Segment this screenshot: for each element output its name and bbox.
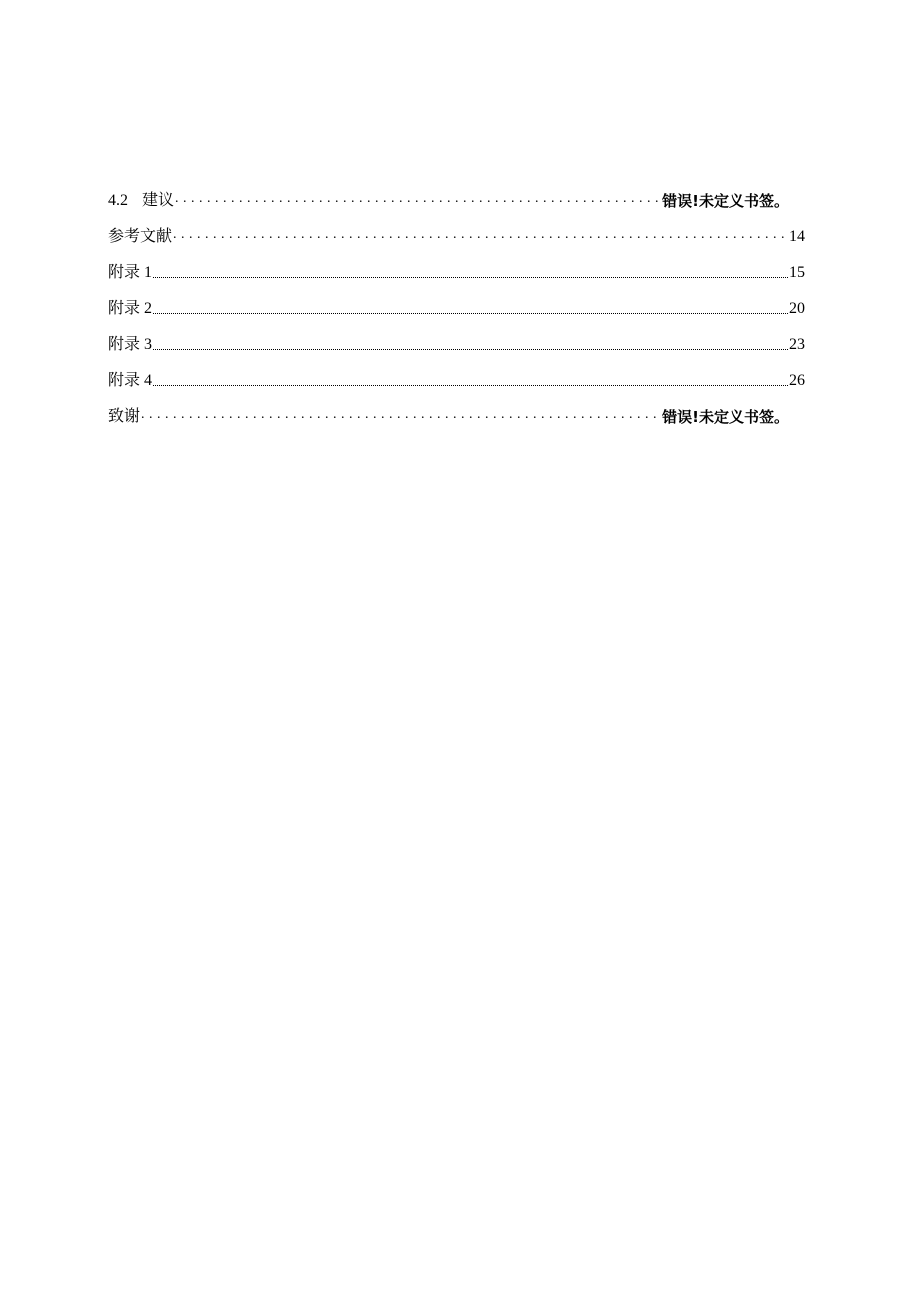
table-of-contents <box>108 185 805 427</box>
toc-entry-appendix-2[interactable] <box>108 283 805 319</box>
toc-entry-suggestions[interactable] <box>108 185 805 211</box>
toc-entry-label <box>108 191 174 211</box>
toc-entry-appendix-4[interactable] <box>108 355 805 391</box>
toc-entry-appendix-1[interactable] <box>108 247 805 283</box>
toc-entry-title: 致谢 <box>108 408 141 425</box>
toc-entry-title: 附录 4 <box>108 372 153 389</box>
toc-entry-page: 20 <box>789 300 805 317</box>
toc-entry-title: 附录 2 <box>108 300 153 317</box>
toc-entry-page: 23 <box>789 336 805 353</box>
toc-dot-leader <box>175 192 661 206</box>
toc-dot-leader <box>153 313 788 314</box>
toc-entry-page-error: 错误!未定义书签。 <box>662 408 789 426</box>
toc-dot-leader <box>173 228 788 242</box>
toc-entry-page: 26 <box>789 372 805 389</box>
toc-entry-page-error: 错误!未定义书签。 <box>662 192 789 210</box>
toc-entry-page: 14 <box>789 228 805 245</box>
toc-entry-appendix-3[interactable] <box>108 319 805 355</box>
toc-dot-leader <box>141 408 661 422</box>
toc-entry-title: 附录 1 <box>108 264 153 281</box>
toc-entry-page: 15 <box>789 264 805 281</box>
toc-entry-number: 4.2 <box>108 192 128 209</box>
toc-dot-leader <box>153 385 788 386</box>
toc-entry-title: 建议 <box>142 192 175 209</box>
toc-dot-leader <box>153 277 788 278</box>
toc-entry-title: 参考文献 <box>108 228 173 245</box>
toc-dot-leader <box>153 349 788 350</box>
toc-entry-title: 附录 3 <box>108 336 153 353</box>
toc-entry-acknowledgements[interactable] <box>108 391 805 427</box>
toc-entry-references[interactable] <box>108 211 805 247</box>
